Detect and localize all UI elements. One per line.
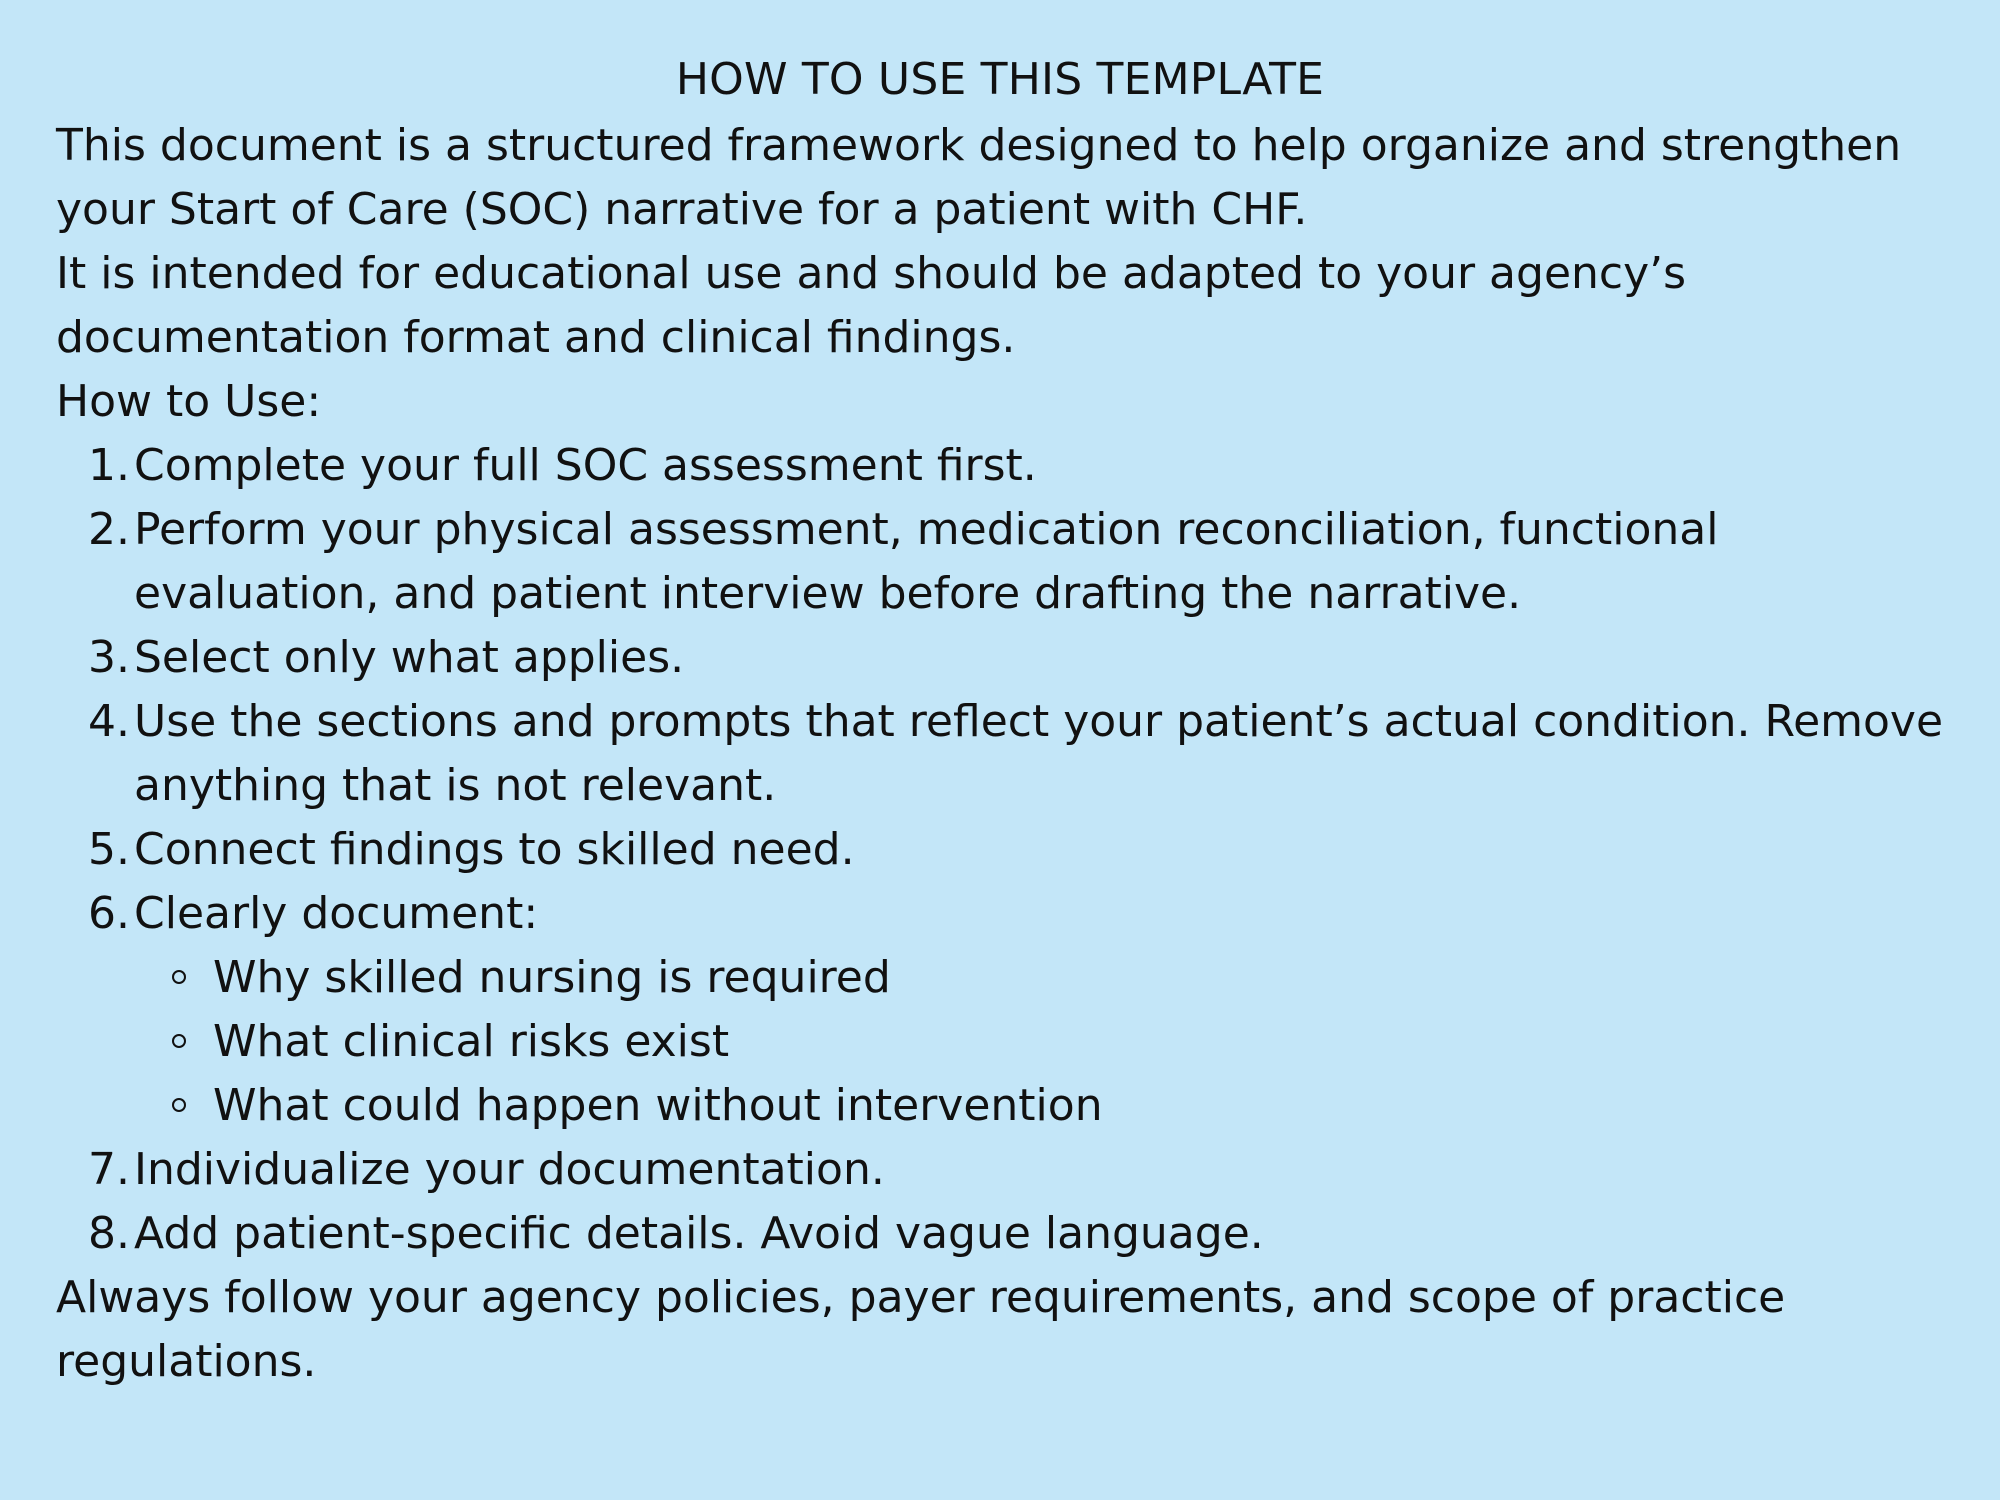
step-number: 5. xyxy=(88,824,130,875)
step-number: 3. xyxy=(88,632,130,683)
sub-item-text: What could happen without intervention xyxy=(213,1080,1103,1131)
list-item xyxy=(56,498,1956,626)
step-number: 2. xyxy=(88,504,130,555)
step-number: 1. xyxy=(88,440,130,491)
hollow-circle-bullet-icon xyxy=(172,1034,186,1048)
sub-item-text: What clinical risks exist xyxy=(213,1016,730,1067)
closing-paragraph: Always follow your agency policies, payer requirements, and scope of practice regulations. xyxy=(56,1272,1786,1387)
list-item xyxy=(56,882,1956,1138)
list-item xyxy=(56,626,1956,690)
page-title: HOW TO USE THIS TEMPLATE xyxy=(675,54,1325,105)
how-to-use-label: How to Use: xyxy=(56,376,322,427)
hollow-circle-bullet-icon xyxy=(172,970,186,984)
step-text: Clearly document: xyxy=(134,888,539,939)
step-number: 8. xyxy=(88,1208,130,1259)
step-text: Individualize your documentation. xyxy=(134,1144,885,1195)
sub-item-text: Why skilled nursing is required xyxy=(213,952,891,1003)
list-item xyxy=(56,690,1956,818)
step-text: Add patient-specific details. Avoid vague language. xyxy=(134,1208,1264,1259)
list-item xyxy=(56,434,1956,498)
intro-paragraph-1: This document is a structured framework designed to help organize and strengthen your Start of Care (SOC) narrative for a patient with CHF. xyxy=(56,120,1902,235)
intro-paragraph-2: It is intended for educational use and should be adapted to your agency’s documentation format and clinical findings. xyxy=(56,248,1687,363)
step-number: 6. xyxy=(88,888,130,939)
step-text: Perform your physical assessment, medication reconciliation, functional evaluation, and patient interview before drafting the narrative. xyxy=(134,504,1719,619)
sub-list xyxy=(134,946,1956,1138)
step-text: Complete your full SOC assessment first. xyxy=(134,440,1037,491)
sub-list-item xyxy=(134,1074,1956,1138)
sub-list-item xyxy=(134,1010,1956,1074)
hollow-circle-bullet-icon xyxy=(172,1098,186,1112)
instruction-steps xyxy=(56,434,1956,1266)
list-item xyxy=(56,1202,1956,1266)
step-number: 7. xyxy=(88,1144,130,1195)
step-number: 4. xyxy=(88,696,130,747)
sub-list-item xyxy=(134,946,1956,1010)
document-body xyxy=(56,114,1956,1394)
step-text: Use the sections and prompts that reflect your patient’s actual condition. Remove anything that is not relevant. xyxy=(134,696,1944,811)
list-item xyxy=(56,1138,1956,1202)
step-text: Select only what applies. xyxy=(134,632,685,683)
step-text: Connect findings to skilled need. xyxy=(134,824,855,875)
list-item xyxy=(56,818,1956,882)
